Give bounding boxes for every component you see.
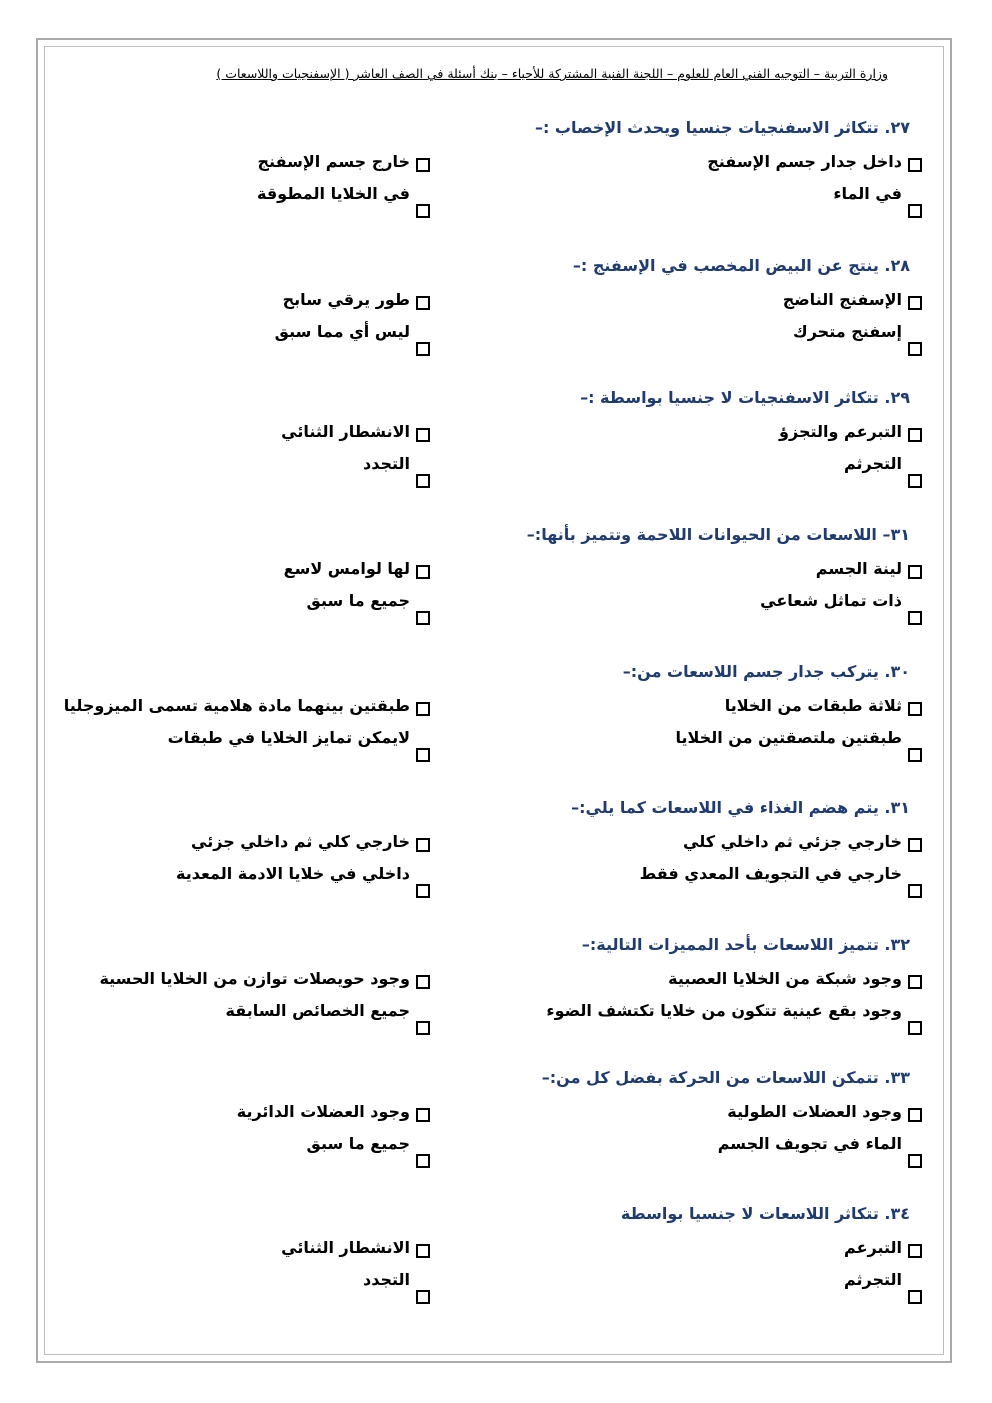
question-title: ٣٢. تتميز اللاسعات بأحد المميزات التالية:– <box>581 935 910 954</box>
checkbox-icon[interactable] <box>908 1244 922 1258</box>
answer-option[interactable] <box>307 1134 430 1168</box>
answer-option-label: في الخلايا المطوقة <box>256 184 410 203</box>
answer-option-label: داخلي في خلايا الادمة المعدية <box>175 864 410 883</box>
checkbox-icon[interactable] <box>908 838 922 852</box>
answer-option[interactable] <box>779 422 922 442</box>
answer-option-label: في الماء <box>833 184 902 203</box>
answer-option[interactable] <box>284 559 430 579</box>
checkbox-icon[interactable] <box>908 975 922 989</box>
checkbox-icon[interactable] <box>416 1021 430 1035</box>
answer-option[interactable] <box>307 591 430 625</box>
answer-option-label: جميع الخصائص السابقة <box>225 1001 410 1020</box>
question-title: ٢٩. تتكاثر الاسفنجيات لا جنسيا بواسطة :– <box>580 388 910 407</box>
answer-option-label: وجود شبكة من الخلايا العصبية <box>668 969 902 988</box>
answer-option[interactable] <box>707 152 922 172</box>
checkbox-icon[interactable] <box>416 204 430 218</box>
answer-option[interactable] <box>275 322 430 356</box>
answer-option-label: وجود حويصلات توازن من الخلايا الحسية <box>99 969 410 988</box>
answer-option-label: ثلاثة طبقات من الخلايا <box>724 696 902 715</box>
question-title: ٣٠. يتركب جدار جسم اللاسعات من:– <box>622 662 910 681</box>
answer-option-label: خارجي جزئي ثم داخلي كلي <box>683 832 902 851</box>
answer-option-label: وجود العضلات الدائرية <box>236 1102 410 1121</box>
answer-option-label: وجود العضلات الطولية <box>727 1102 902 1121</box>
answer-option[interactable] <box>676 728 923 762</box>
question-title: ٣١. يتم هضم الغذاء في اللاسعات كما يلي:– <box>571 798 910 817</box>
checkbox-icon[interactable] <box>416 975 430 989</box>
checkbox-icon[interactable] <box>416 1154 430 1168</box>
checkbox-icon[interactable] <box>416 1108 430 1122</box>
question-title: ٣٣. تتمكن اللاسعات من الحركة بفضل كل من:– <box>541 1068 910 1087</box>
answer-option-label: الانشطار الثنائي <box>281 422 410 441</box>
answer-option-label: إسفنج متحرك <box>793 322 902 341</box>
checkbox-icon[interactable] <box>908 1290 922 1304</box>
checkbox-icon[interactable] <box>416 1244 430 1258</box>
checkbox-icon[interactable] <box>908 1108 922 1122</box>
question-title: ٣١– اللاسعات من الحيوانات اللاحمة وتتميز بأنها:– <box>526 525 910 544</box>
checkbox-icon[interactable] <box>908 1021 922 1035</box>
answer-option-label: التبرعم والتجزؤ <box>779 422 902 441</box>
checkbox-icon[interactable] <box>416 611 430 625</box>
answer-option-label: طبقتين بينهما مادة هلامية تسمى الميزوجليا <box>63 696 410 715</box>
checkbox-icon[interactable] <box>416 702 430 716</box>
checkbox-icon[interactable] <box>416 884 430 898</box>
question-title: ٢٧. تتكاثر الاسفنجيات جنسيا ويحدث الإخصاب :– <box>534 118 910 137</box>
answer-option[interactable] <box>640 864 922 898</box>
answer-option[interactable] <box>760 591 922 625</box>
answer-option[interactable] <box>363 454 430 488</box>
answer-option[interactable] <box>844 1270 922 1304</box>
checkbox-icon[interactable] <box>908 748 922 762</box>
answer-option-label: خارجي في التجويف المعدي فقط <box>639 864 902 883</box>
answer-option[interactable] <box>283 290 430 310</box>
answer-option-label: التجدد <box>362 1270 410 1289</box>
checkbox-icon[interactable] <box>908 565 922 579</box>
checkbox-icon[interactable] <box>908 204 922 218</box>
checkbox-icon[interactable] <box>908 296 922 310</box>
answer-option-label: وجود بقع عينية تتكون من خلايا تكتشف الضوء <box>546 1001 902 1020</box>
answer-option[interactable] <box>668 969 922 989</box>
answer-option[interactable] <box>258 152 431 172</box>
answer-option[interactable] <box>833 184 922 218</box>
checkbox-icon[interactable] <box>908 1154 922 1168</box>
answer-option-label: جميع ما سبق <box>306 591 410 610</box>
checkbox-icon[interactable] <box>416 158 430 172</box>
answer-option-label: خارج جسم الإسفنج <box>257 152 410 171</box>
answer-option-label: لينة الجسم <box>815 559 902 578</box>
answer-option[interactable] <box>793 322 922 356</box>
checkbox-icon[interactable] <box>908 342 922 356</box>
answer-option[interactable] <box>226 1001 431 1035</box>
answer-option-label: ذات تماثل شعاعي <box>760 591 902 610</box>
answer-option[interactable] <box>99 969 430 989</box>
answer-option[interactable] <box>257 184 430 218</box>
answer-option-label: الانشطار الثنائي <box>281 1238 410 1257</box>
checkbox-icon[interactable] <box>416 748 430 762</box>
answer-option-label: الإسفنج الناضج <box>782 290 902 309</box>
answer-option-label: التجرثم <box>843 1270 902 1289</box>
answer-option-label: خارجي كلي ثم داخلي جزئي <box>191 832 410 851</box>
answer-option[interactable] <box>168 728 430 762</box>
checkbox-icon[interactable] <box>908 611 922 625</box>
checkbox-icon[interactable] <box>416 1290 430 1304</box>
answer-option-label: الماء في تجويف الجسم <box>717 1134 902 1153</box>
answer-option[interactable] <box>725 696 922 716</box>
answer-option[interactable] <box>718 1134 922 1168</box>
answer-option[interactable] <box>546 1001 922 1035</box>
checkbox-icon[interactable] <box>908 158 922 172</box>
answer-option[interactable] <box>844 1238 922 1258</box>
page-header: وزارة التربية – التوجيه الفني العام للعلوم – اللجنة الفنية المشتركة للأحياء – بنك أسئلة في الصف العاشر ( الإسفنجيات واللاسعات ) <box>216 66 888 81</box>
answer-option[interactable] <box>64 696 430 716</box>
answer-option-label: التجرثم <box>843 454 902 473</box>
answer-option-label: التجدد <box>362 454 410 473</box>
answer-option[interactable] <box>281 1238 430 1258</box>
answer-option-label: جميع ما سبق <box>306 1134 410 1153</box>
checkbox-icon[interactable] <box>416 565 430 579</box>
answer-option-label: لايمكن تمايز الخلايا في طبقات <box>167 728 410 747</box>
answer-option[interactable] <box>281 422 430 442</box>
checkbox-icon[interactable] <box>416 838 430 852</box>
answer-option[interactable] <box>363 1270 430 1304</box>
answer-option[interactable] <box>816 559 922 579</box>
answer-option-label: طور يرقي سابح <box>282 290 410 309</box>
checkbox-icon[interactable] <box>908 428 922 442</box>
answer-option-label: التبرعم <box>844 1238 902 1257</box>
answer-option-label: داخل جدار جسم الإسفنج <box>707 152 902 171</box>
question-title: ٢٨. ينتج عن البيض المخصب في الإسفنج :– <box>572 256 910 275</box>
answer-option[interactable] <box>176 864 430 898</box>
answer-option-label: ليس أي مما سبق <box>274 322 410 341</box>
answer-option[interactable] <box>683 832 922 852</box>
answer-option[interactable] <box>783 290 922 310</box>
checkbox-icon[interactable] <box>416 342 430 356</box>
checkbox-icon[interactable] <box>416 428 430 442</box>
answer-option[interactable] <box>237 1102 430 1122</box>
checkbox-icon[interactable] <box>908 884 922 898</box>
answer-option[interactable] <box>191 832 430 852</box>
checkbox-icon[interactable] <box>908 702 922 716</box>
answer-option-label: طبقتين ملتصقتين من الخلايا <box>675 728 902 747</box>
answer-option-label: لها لوامس لاسع <box>283 559 410 578</box>
checkbox-icon[interactable] <box>416 296 430 310</box>
checkbox-icon[interactable] <box>416 474 430 488</box>
answer-option[interactable] <box>727 1102 922 1122</box>
answer-option[interactable] <box>844 454 922 488</box>
checkbox-icon[interactable] <box>908 474 922 488</box>
question-title: ٣٤. تتكاثر اللاسعات لا جنسيا بواسطة <box>620 1204 910 1223</box>
